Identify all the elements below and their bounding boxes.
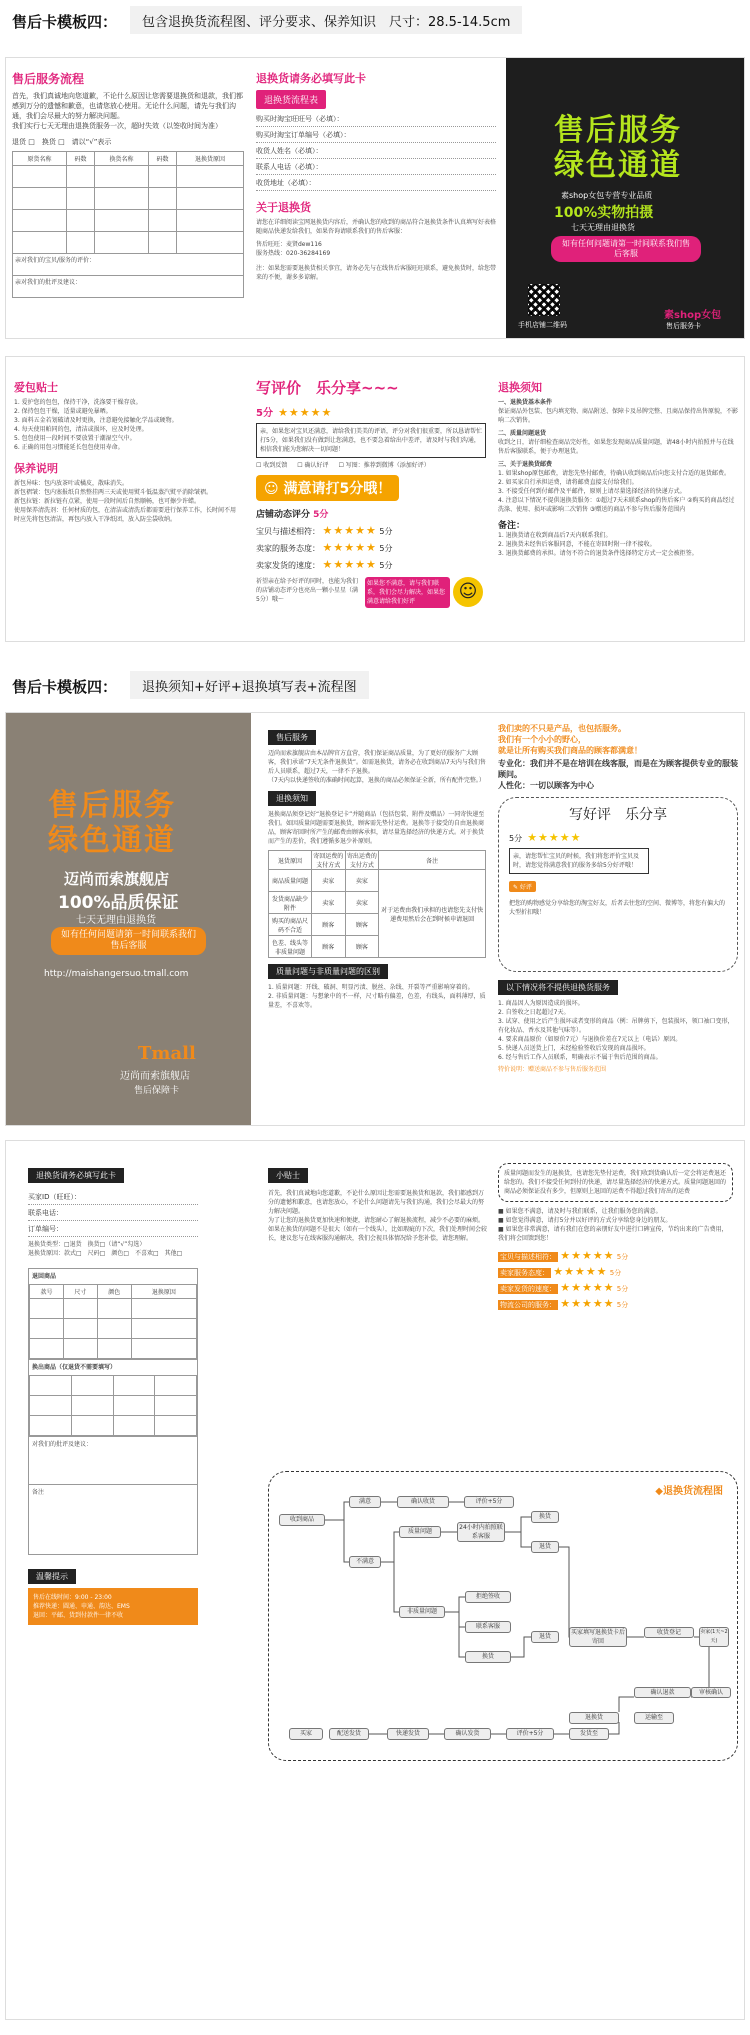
form-badge: 退换货流程表 <box>256 90 326 109</box>
bullet-item: ■ 如果您非常满意，请有我们在您的亲朋好友中进行口碑宣传，节约出来的广告费用，我们将会回馈到您！ <box>498 1226 728 1242</box>
table-row: 发货商品缺少附件 卖家 卖家 <box>269 892 486 914</box>
qr-label: 手机店铺二维码 <box>518 321 567 329</box>
brand-line2: 绿色通道 <box>48 823 176 858</box>
slogan: 我们卖的不只是产品，也包括服务。 我们有一个小小的野心， 就是让所有购买我们商品的顾客都满意！ <box>498 724 642 755</box>
tips-panel <box>14 379 239 524</box>
special-note: 特价说明：赠送商品不参与售后服务范围 <box>498 1066 607 1073</box>
flow-node: 配送发货 <box>329 1728 369 1740</box>
bullet-item: ■ 如果您不满意，请及时与我们联系，让我们服务您的满意。 <box>498 1208 662 1215</box>
flow-node: 联系客服 <box>465 1621 511 1633</box>
table-header: 寄出运费的支付方式 <box>345 851 379 870</box>
field-order[interactable]: 购买时淘宝订单编号（必填）： <box>256 127 496 143</box>
quality-text: 质量问题而发生的退换货，也请您先垫付运费，我们收到货确认后一定会将运费退还给您的。我们不接受任何到付的快递，请尽量选择经济的快递方式。质量问题退回的商品必须保证没有多少，但原则上退回的运费不得超过我们寄出的运费 <box>498 1163 733 1202</box>
review-button[interactable]: ✎ 好评 <box>509 881 536 892</box>
star-icon: ★★★★★ <box>560 1297 615 1310</box>
tips-panel <box>268 1163 488 1243</box>
brand-return: 七天无理由退换货 <box>76 915 156 926</box>
section-title-1 <box>0 0 750 40</box>
field-wangwang[interactable]: 购买时淘宝旺旺号（必填）： <box>256 111 496 127</box>
section-description: 退换须知+好评+退换填写表+流程图 <box>130 671 369 699</box>
review-option[interactable]: ☐ 收到反馈 <box>256 462 288 469</box>
table-header: 码数 <box>148 152 176 166</box>
flow-node: 确认退款 <box>634 1687 691 1698</box>
table-header: 换货名称 <box>95 152 149 166</box>
form-panel <box>256 70 496 335</box>
pro-text: 专业化：我们并不是在培训在线客服，而是在为顾客提供专业的服装顾问。 人性化：一切以顾客为中心 <box>498 759 738 790</box>
no-service-text: 1. 商品因人为原因造成的损坏。 2. 自签收之日起超过7天。 3. 试穿、使用之后产生损坏或者变形的商品（例：吊牌剪下，包装损坏，领口袖口变形，有化妆品、香水及其他气味等）。 4. 要求商品原价（如原价7元）与退换价差在7元以上（电话）原因。 5. 快递人员送货上门，未经检验签收后发现的商品损坏。 6. 经与售后工作人员联系，明确表示不属于售后范围的商品。 <box>498 1000 734 1061</box>
flow-node: 评价+5分 <box>506 1728 554 1740</box>
card-4 <box>5 1140 745 2020</box>
table-header: 备注 <box>379 851 486 870</box>
card-2 <box>5 356 745 642</box>
rating-row: 卖家的服务态度： ★★★★★ 5分 <box>256 541 393 554</box>
star-icon: ★★★★★ <box>553 1265 608 1278</box>
notice-head: 一、退换货基本条件 <box>498 399 553 406</box>
flow-node: 买家填写退换货卡后寄回 <box>570 1629 625 1645</box>
field-reason[interactable]: 退换货原因：款式□ 尺码□ 颜色□ 不喜欢□ 其他□ <box>28 1250 183 1257</box>
form-title: 退换货请务必填写此卡 <box>256 72 366 85</box>
suggestion-field[interactable]: 亲对我们的批评及建议： <box>12 276 244 298</box>
flow-title: 售后服务流程 <box>12 72 85 86</box>
review-option[interactable]: ☐ 写图：推荐到微博（添加好评） <box>338 462 430 469</box>
flow-node: 换货 <box>531 1511 559 1523</box>
rating-score: 5分 <box>313 510 329 520</box>
contact-wangwang: 售后旺旺：麦贤dew116 <box>256 241 322 248</box>
bubble-text: 如果您不满意，请与我们联系，我们会尽力解决，如果您满意请给我们好评 <box>365 577 450 608</box>
tip-item: 6. 正确的用包习惯能延长包包使用寿命。 <box>14 444 124 451</box>
brand-line1: 售后服务 <box>48 788 176 823</box>
star-icon: ★★★★★ <box>322 524 377 537</box>
flow-node: 买家 <box>289 1728 323 1740</box>
star-icon: ★★★★★ <box>322 558 377 571</box>
tips-title: 爱包贴士 <box>14 381 58 394</box>
field-order[interactable]: 订单编号： <box>28 1221 198 1237</box>
return-box <box>28 1268 198 1555</box>
diff-text: 1. 质量问题：开线、破洞、明显污渍、脱丝、杂线、开裂等严重影响穿着的。 2. 非质量问题：与想象中的不一样，尺寸略有偏差，色差，有线头，面料薄厚，质量差，不喜欢等。 <box>268 984 486 1009</box>
care-text: 新包异味：包内放茶叶或橘皮，散味消失。 新包褶皱：包内塞报纸自然整挂两三天或使用熨斗低温蒸汽熨平消除皱褶。 新包拉链：新拉链有点紧，使用一段时间后自然顺畅，也可擦少许蜡。 使用保养清洗剂：任何材质的包，在清洁或清洗后都需要进行保养工作，长时间不用时应先将包包清洁，再包内放入干净纸团，放入防尘袋收纳。 <box>14 480 237 523</box>
flow-chart <box>268 1471 738 1761</box>
field-address[interactable]: 收货地址（必填）： <box>256 175 496 191</box>
flow-node: 确认收货 <box>397 1496 449 1508</box>
choice-line: 退货 □ 换货 □ 请以“√”表示 <box>12 138 112 146</box>
flow-node: 不满意 <box>349 1556 381 1568</box>
star-icon: ★★★★★ <box>527 831 582 844</box>
flow-node: 换货 <box>465 1651 511 1663</box>
exchange-table <box>29 1375 197 1436</box>
card-name: 售后保障卡 <box>134 1086 180 1096</box>
remark-text: 1. 退换货请在收到商品后7天内联系我们。 2. 退换货未经售后客服同意，不能在寄回时附一律不接收。 3. 退换货邮费的承担。请勿不符合的退货条件选择特定方式一定会被拒签。 <box>498 532 698 557</box>
flow-node: 满意 <box>349 1496 381 1508</box>
return-title: 退回商品 <box>32 1273 57 1280</box>
rating-row: 卖家服务态度： ★★★★★ 5分 <box>500 1265 622 1278</box>
section-description: 包含退换货流程图、评分要求、保养知识 尺寸：28.5-14.5cm <box>130 6 522 34</box>
flow-panel <box>12 70 244 335</box>
rating-row: 物流公司的服务： ★★★★★ 5分 <box>500 1297 629 1310</box>
store-url[interactable]: http://maishangersuo.tmall.com <box>44 969 189 979</box>
qr-code-icon <box>528 284 560 316</box>
tip-item: 5. 包包使用一段时间不要放置于潮湿空气中。 <box>14 435 136 442</box>
slogan-panel <box>498 723 738 1074</box>
star-icon: ★★★★★ <box>560 1249 615 1262</box>
table-header: 退换货原因 <box>177 152 244 166</box>
flow-node: 非质量问题 <box>399 1606 445 1618</box>
brand-store: 迈尚而索旗舰店 <box>64 870 170 888</box>
review-option[interactable]: ☐ 确认好评 <box>297 462 329 469</box>
warm-text: 售后在线时间：9:00 - 23:00 推荐快递：圆通、申通、韵达、EMS 退回：平邮、货到付款件一律不收 <box>28 1588 198 1625</box>
service-panel <box>268 725 486 1010</box>
flow-node: 卖家(1天~2天) <box>699 1627 729 1647</box>
smile-face-icon: ☺ <box>453 577 483 607</box>
tmall-logo: Tmall <box>138 1043 196 1064</box>
section-label: 售后卡模板四： <box>12 678 118 696</box>
service-text: 迈尚而索旗舰店由本品牌官方直营，我们保证商品质量，为了更好的服务广大顾客，我们承诺“7天无条件退换货”。如需退换货，请务必在收到商品7天内与我们售后人员联系，超过7天，一律不予退换。 （7天内以快递签收的准确时间起算，退换的商品必须保证全新，所有配件完整。） <box>268 750 486 784</box>
section-label: 售后卡模板四： <box>12 13 118 31</box>
smile-icon: ☺ <box>264 481 279 497</box>
rating-row: 宝贝与描述相符： ★★★★★ 5分 <box>256 524 393 537</box>
table-row: 色差、线头等非质量问题 顾客 顾客 <box>269 936 486 958</box>
feedback-field[interactable]: 对我们的批评及建议： <box>29 1436 197 1484</box>
brand-slogan: 素shop女包专营专业品质 <box>561 191 653 200</box>
table-header: 退换原因 <box>131 1285 196 1299</box>
tip-item: 1. 爱护您的包包，保持干净，洗涤要干燥存放。 <box>14 399 142 406</box>
rating-row: 卖家发货的速度： ★★★★★ 5分 <box>256 558 393 571</box>
brand-panel <box>6 713 251 1126</box>
notice-body: 收到之日，请仔细检查商品完好性，如果您发现商品质量问题，请48小时内拍照并与在线售后客服联系，便于办理退货。 <box>498 439 734 455</box>
notice-title: 退换须知 <box>268 791 316 806</box>
table-row: 购买的商品尺码不合适 顾客 顾客 <box>269 914 486 936</box>
about-text: 请您在详细阅读宝网退换货内容后，并确认您的收到的商品符合退换货条件认真填写好表格随商品快递发给我们，如果咨询请联系我们的售后客服： <box>256 219 497 235</box>
brand-panel <box>506 58 745 339</box>
review-foot: 把您的购物感觉分享给您的淘宝好友，后者去往您的空间、微博等，将您有偏大的大型折扣哦！ <box>509 900 726 916</box>
flow-node: 收到商品 <box>279 1514 325 1526</box>
table-header: 尺寸 <box>63 1285 97 1299</box>
tip-item: 4. 每天使用帕同的包，清洁或损坏，应及时处理。 <box>14 426 148 433</box>
shop-sub: 售后服务卡 <box>666 322 701 330</box>
notice-panel <box>498 379 738 558</box>
brand-pill: 如有任何问题请第一时间联系我们售后客服 <box>551 236 701 262</box>
flow-node: 发货至 <box>569 1728 609 1740</box>
note-text: 注：如果您需要退换货相关事宜，请务必先与在线售后客服旺旺联系，避免换货时，给您带来的不便，谢多多谅解。 <box>256 265 497 281</box>
flow-node: 运输至 <box>634 1712 674 1724</box>
form-title: 退换货请务必填写此卡 <box>28 1168 124 1183</box>
review-title: 写好评 乐分享 <box>569 807 667 823</box>
table-header: 原货名称 <box>13 152 67 166</box>
rating-row: 卖家发货的速度： ★★★★★ 5分 <box>500 1281 629 1294</box>
notice-body: 1. 如果shop原包邮费，请您先垫付邮费，待确认收到商品后向您支付合适的退货邮费。 2. 如买家自行承担运费，请将邮费直接支付给我们。 3. 不接受任何到付邮件及平邮件，原则上请尽量选择经济的快递方式。 4. 注意以下情况不提供退换货服务：①超过7天未联系shop的售后客户 ②购买的商品经过洗涤、使用、损坏或影响二次销售 ③赠送的商品不参与售后服务范围内 <box>498 470 735 513</box>
rating-title: 店铺动态评分 <box>256 510 311 520</box>
banner: ☺ 满意请打5分哦！ <box>256 475 399 501</box>
review-title: 写评价 乐分享~~~ <box>256 379 399 397</box>
flow-node: 收货登记 <box>644 1627 694 1638</box>
card-3 <box>5 712 745 1126</box>
tip-item: 3. 面料五金若划破请及时更换，注意避免接触化学品或硬物。 <box>14 417 178 424</box>
flow-node: 确认发货 <box>444 1728 491 1740</box>
return-table <box>29 1284 197 1359</box>
card-1 <box>5 57 745 339</box>
brand-line1: 售后服务 <box>554 113 682 148</box>
score-label: 5分 <box>256 408 273 419</box>
table-header: 颜色 <box>97 1285 131 1299</box>
exchange-title: 换出商品（仅退货不需要填写） <box>29 1359 197 1375</box>
brand-line2: 绿色通道 <box>554 148 682 183</box>
remark-title: 备注： <box>498 521 526 531</box>
flow-title: ◆退换货流程图 <box>655 1486 723 1497</box>
flow-node: 质量问题 <box>399 1526 441 1538</box>
form-panel <box>28 1163 198 1625</box>
notice-head: 二、质量问题退货 <box>498 430 547 437</box>
tip-item: 2. 保持包包干燥，适量或避免暴晒。 <box>14 408 112 415</box>
review-panel <box>256 377 486 608</box>
brand-return: 七天无理由退换货 <box>571 223 635 232</box>
flow-text: 首先，我们真诚地向您道歉，不论什么原因让您需要退换货和退款，我们都感到万分的遗憾和歉意，也请您放心使用。无论什么问题，请先与我们沟通，我们会尽最大的努力解决问题。 我们实行七天无理由退换货服务一次，超时失效（以签收时间为准） <box>12 92 243 130</box>
tips-text: 首先，我们真诚地向您道歉，不论什么原因让您需要退换货和退款，我们都感到万分的遗憾和歉意，也请您放心，不论什么问题请先与我们沟通，我们会尽最大的努力解决问题。 为了让您的退换货更加快速和便捷，请您耐心了解退换流程，减少不必要的麻烦。 如果在换货的问题不是很大（如有一个线头），比如瑕疵的下次，我们处理时间会较长，建议您与在线客服沟通解决，我们会视具体情况给予您补偿，请您理解。 <box>268 1190 488 1242</box>
review-score: 5分 <box>509 834 523 843</box>
brand-big: 100%实物拍摄 <box>554 205 654 221</box>
remark-field[interactable]: 备注 <box>29 1484 197 1554</box>
about-title: 关于退换货 <box>256 201 311 214</box>
notice-title: 退换须知 <box>498 381 542 394</box>
table-note: 对于运费由我们承担的也请您先支付快递费用然后会在到时候申请退回 <box>379 870 486 958</box>
star-icon: ★★★★★ <box>322 541 377 554</box>
review-box: 亲，请您帮忙宝贝的时候，我们将您评价宝贝及时，请您觉得满意我们的服务多给5分好评哦！ <box>509 848 649 874</box>
brand-pill: 如有任何问题请第一时间联系我们售后客服 <box>51 927 206 955</box>
notice-body: 保证商品外包装、包内填充物、商品附送、保障卡及吊牌完整、且商品保持出售原貌，不影响二次销售。 <box>498 408 739 424</box>
flow-node: 拒绝签收 <box>465 1591 511 1603</box>
brand-quality: 100%品质保证 <box>58 893 179 913</box>
notice-text: 退换商品须登记好“退换登记卡”并随商品（包括包装、附件及赠品）一同寄快递至我们。如因质量问题需要退换货，顾客需先垫付运费。退换等于接受的自由退换商品，顾客寄回时所产生的邮费由顾客承担，请尽量选择经济的快递方式。对于换货而产生的差价，我们遵循多退少补原则。 <box>268 811 485 845</box>
shop-name: 素shop女包 <box>664 310 722 321</box>
satisfaction-field[interactable]: 亲对我们的宝贝/服务的评价： <box>12 254 244 276</box>
field-name[interactable]: 收货人姓名（必填）： <box>256 143 496 159</box>
field-phone[interactable]: 联系人电话（必填）： <box>256 159 496 175</box>
flow-node: 24小时内拍照联系客服 <box>457 1522 505 1542</box>
table-row: 商品质量问题 卖家 卖家 对于运费由我们承担的也请您先支付快递费用然后会在到时候申请退回 <box>269 870 486 892</box>
table-header: 退货原因 <box>269 851 312 870</box>
bullet-item: ■ 如您觉得满意，请打5分并以好评的方式分享给您身边的朋友。 <box>498 1217 672 1224</box>
service-title: 售后服务 <box>268 730 316 745</box>
flow-node: 快递发货 <box>387 1728 429 1740</box>
table-header: 码数 <box>66 152 94 166</box>
table-header: 寄回运费的支付方式 <box>311 851 345 870</box>
freight-table <box>268 850 486 958</box>
diff-title: 质量问题与非质量问题的区别 <box>268 964 388 979</box>
notice-head: 三、关于退换货邮费 <box>498 461 553 468</box>
section-title-2 <box>0 665 750 705</box>
flow-node: 审核确认 <box>691 1687 731 1698</box>
review-card <box>498 797 738 972</box>
review-box: 亲，如果您对宝贝还满意，请给我们美美的评语，评分对我们很重要，所以恳请帮忙打5分，如果我们没有做到让您满意，也不要急着给出中差评，请及时与我们沟通，相信我们能为您解决一切问题！ <box>256 423 486 458</box>
review-foot: 祈望亲在给予好评的同时，也能为我们的店铺动态评分也亮出一颗小星星（满5分）哦～ <box>256 578 359 603</box>
no-service-title: 以下情况将不提供退换货服务 <box>498 980 618 995</box>
flow-node: 退换货 <box>569 1712 619 1724</box>
star-icon: ★★★★★ <box>278 406 333 419</box>
store-name: 迈尚而索旗舰店 <box>120 1071 190 1082</box>
tips-title: 小贴士 <box>268 1168 308 1183</box>
quality-panel <box>498 1163 733 1310</box>
field-buyer-id[interactable]: 买家ID（旺旺）： <box>28 1189 198 1205</box>
field-phone[interactable]: 联系电话： <box>28 1205 198 1221</box>
warm-title: 温馨提示 <box>28 1569 76 1584</box>
flow-node: 退货 <box>531 1541 559 1553</box>
star-icon: ★★★★★ <box>560 1281 615 1294</box>
return-table <box>12 151 244 254</box>
field-type[interactable]: 退换货类型：□退货 换货□（请“√”勾选） <box>28 1241 146 1248</box>
flow-node: 退货 <box>531 1631 559 1643</box>
care-title: 保养说明 <box>14 462 58 475</box>
contact-phone: 服务热线：020-36284169 <box>256 250 331 257</box>
table-header: 款号 <box>30 1285 64 1299</box>
rating-row: 宝贝与描述相符： ★★★★★ 5分 <box>500 1249 629 1262</box>
flow-node: 评价+5分 <box>464 1496 514 1508</box>
